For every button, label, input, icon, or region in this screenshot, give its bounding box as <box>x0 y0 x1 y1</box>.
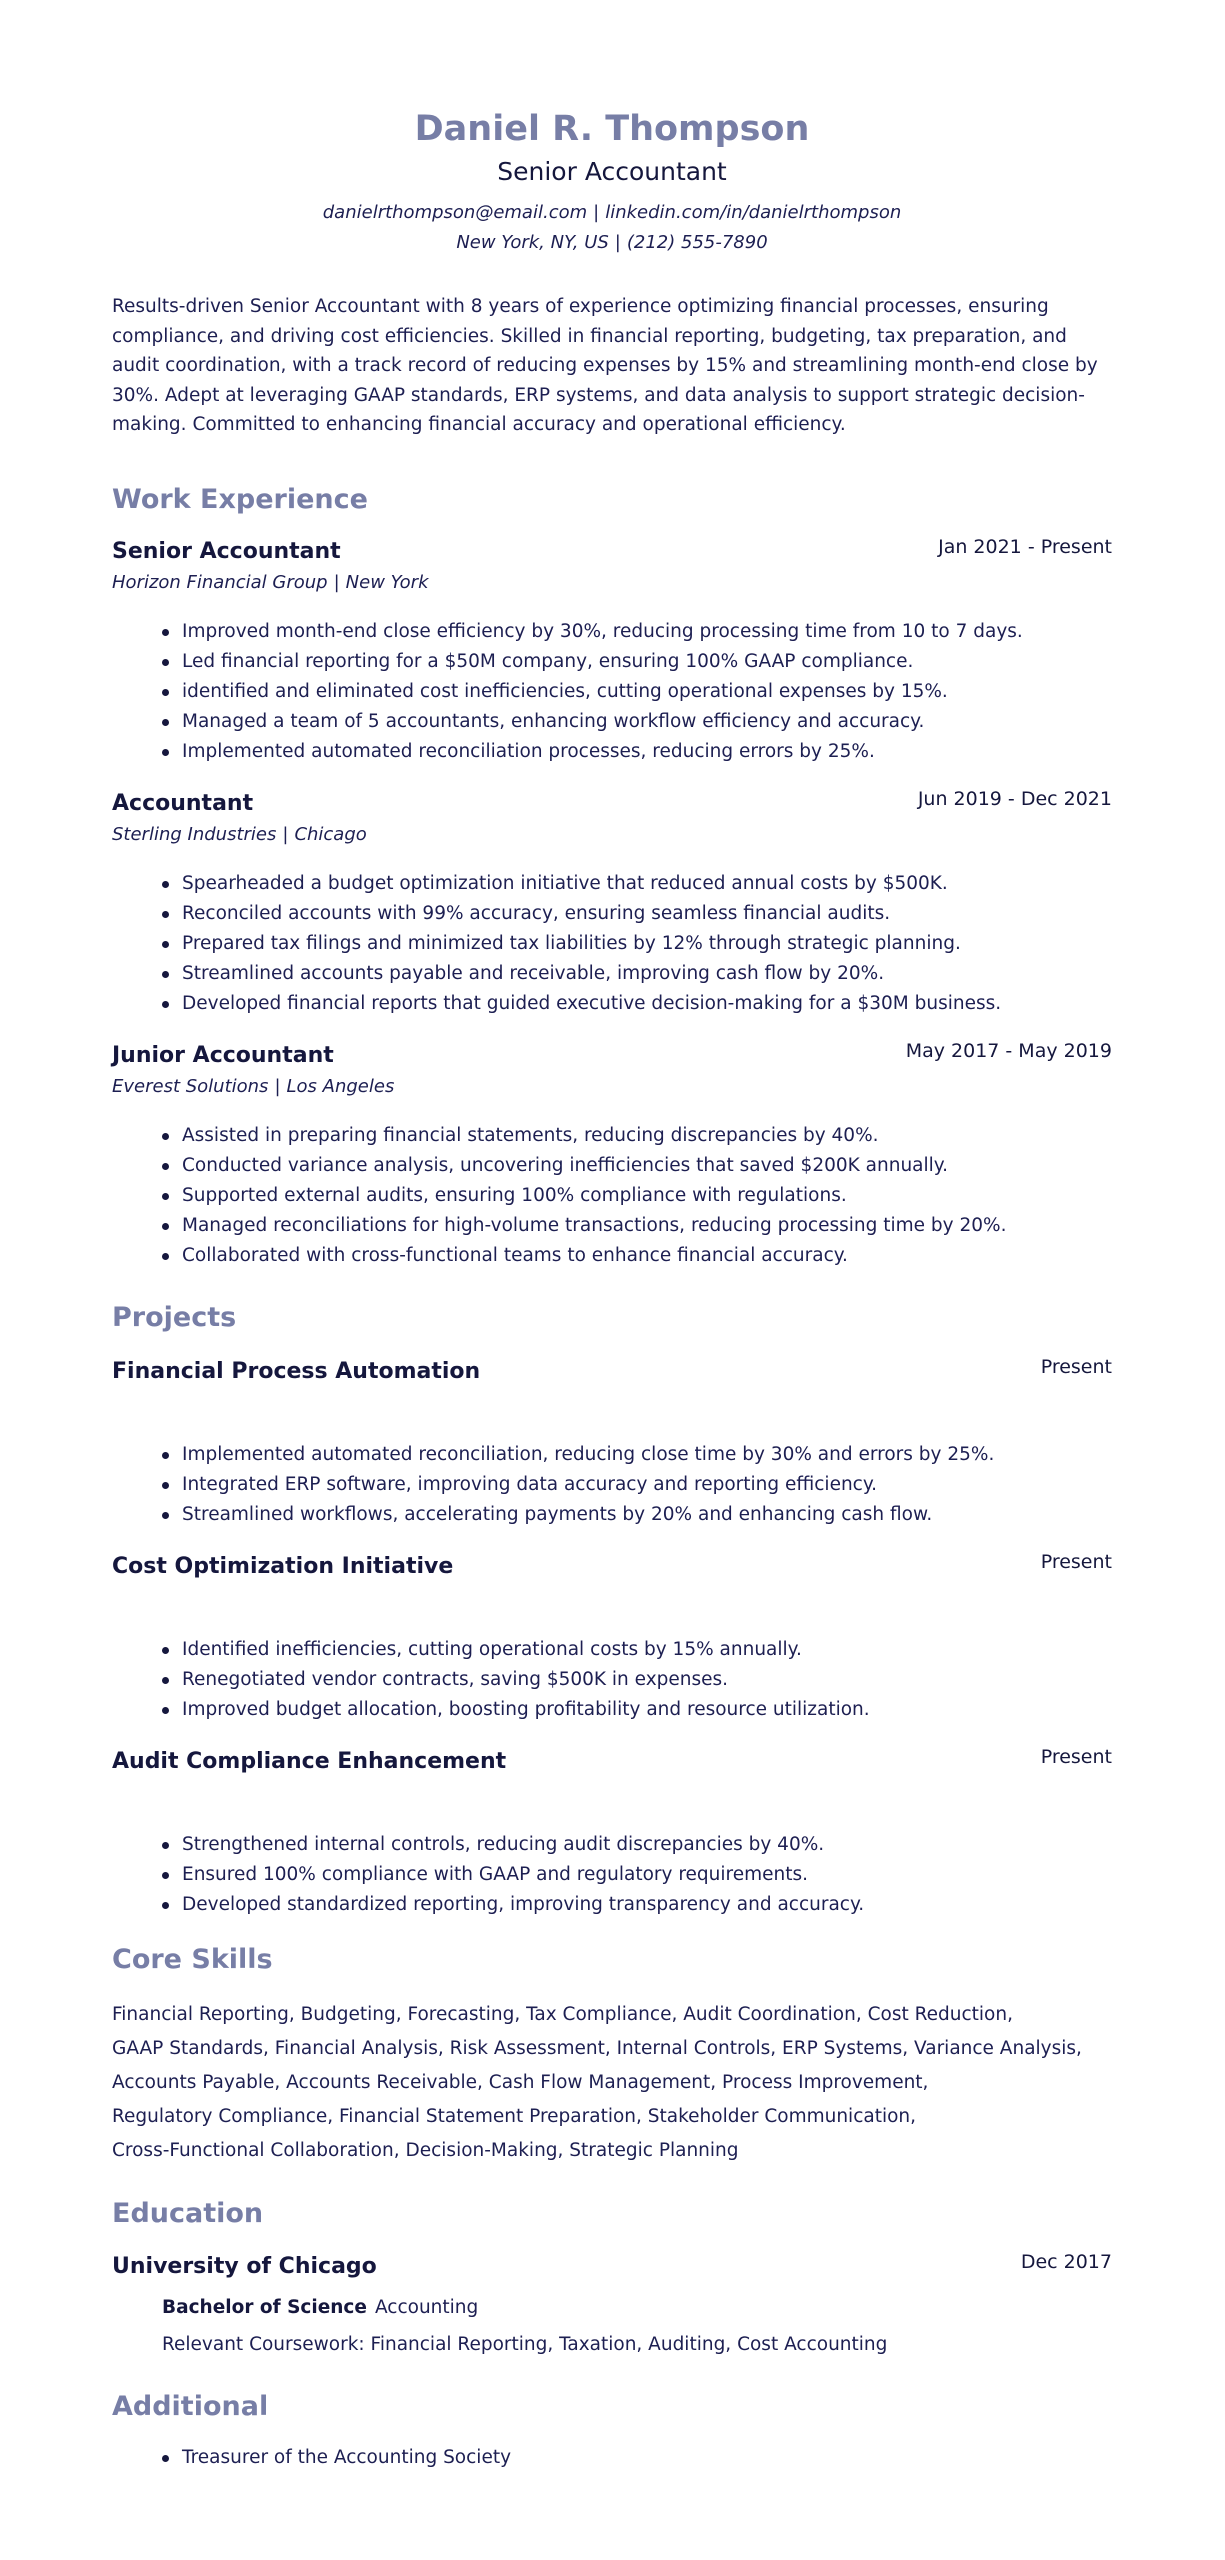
email-link[interactable]: danielrthompson@email.com <box>322 202 588 223</box>
list-item: Streamlined accounts payable and receivable, improving cash flow by 20%. <box>182 959 1112 989</box>
skills-line: GAAP Standards, Financial Analysis, Risk Assessment, Internal Controls, ERP Systems, Variance Analysis, <box>112 2038 1082 2059</box>
skills-line: Financial Reporting, Budgeting, Forecasting, Tax Compliance, Audit Coordination, Cost Reduction, <box>112 2004 1013 2025</box>
section-heading-education: Education <box>112 2198 264 2229</box>
job-date: May 2017 - May 2019 <box>905 1040 1112 1062</box>
project-bullets <box>112 1830 1112 1920</box>
list-item: Supported external audits, ensuring 100% compliance with regulations. <box>182 1181 1112 1211</box>
education-section <box>112 2196 1112 2232</box>
candidate-role: Senior Accountant <box>497 157 727 186</box>
job-location: Los Angeles <box>286 1076 395 1097</box>
job-title: Senior Accountant <box>112 539 341 564</box>
degree-line <box>162 2294 478 2322</box>
list-item: Strengthened internal controls, reducing audit discrepancies by 40%. <box>182 1830 1112 1860</box>
work-experience-section <box>112 482 1112 518</box>
company-separator: | <box>333 572 340 593</box>
list-item: Developed standardized reporting, improving transparency and accuracy. <box>182 1890 1112 1920</box>
skills-line: Accounts Payable, Accounts Receivable, Cash Flow Management, Process Improvement, <box>112 2072 929 2093</box>
graduation-date: Dec 2017 <box>1020 2251 1112 2273</box>
list-item: Developed financial reports that guided executive decision-making for a $30M business. <box>182 989 1112 1019</box>
company-separator: | <box>282 824 289 845</box>
location-text: New York, NY, US <box>456 232 609 253</box>
degree-name: Bachelor of Science <box>162 2297 367 2318</box>
phone-text: (212) 555-7890 <box>626 232 768 253</box>
project-title: Audit Compliance Enhancement <box>112 1749 507 1774</box>
list-item: Spearheaded a budget optimization initiative that reduced annual costs by $500K. <box>182 869 1112 899</box>
skills-line: Regulatory Compliance, Financial Statement Preparation, Stakeholder Communication, <box>112 2106 917 2127</box>
project-bullets <box>112 1635 1112 1725</box>
list-item: Identified inefficiencies, cutting operational costs by 15% annually. <box>182 1635 1112 1665</box>
list-item: Streamlined workflows, accelerating payments by 20% and enhancing cash flow. <box>182 1500 1112 1530</box>
coursework-line: Relevant Coursework: Financial Reporting, Taxation, Auditing, Cost Accounting <box>162 2334 888 2355</box>
project-bullets <box>112 1440 1112 1530</box>
list-item: Improved month-end close efficiency by 30%, reducing processing time from 10 to 7 days. <box>182 617 1112 647</box>
list-item: Collaborated with cross-functional teams to enhance financial accuracy. <box>182 1241 1112 1271</box>
job-bullets <box>112 1121 1112 1271</box>
contact-separator: | <box>614 232 621 253</box>
list-item: Renegotiated vendor contracts, saving $500K in expenses. <box>182 1665 1112 1695</box>
job-bullets <box>112 869 1112 1019</box>
degree-field: Accounting <box>374 2297 479 2318</box>
contact-separator: | <box>593 202 600 223</box>
section-heading-work: Work Experience <box>112 484 368 515</box>
company-separator: | <box>274 1076 281 1097</box>
job-company-line <box>112 570 429 596</box>
list-item: Improved budget allocation, boosting profitability and resource utilization. <box>182 1695 1112 1725</box>
job-date: Jan 2021 - Present <box>938 536 1112 558</box>
list-item: Conducted variance analysis, uncovering inefficiencies that saved $200K annually. <box>182 1151 1112 1181</box>
project-title: Financial Process Automation <box>112 1359 481 1384</box>
contact-line-online <box>112 200 1112 226</box>
job-company-line <box>112 1074 394 1100</box>
job-date: Jun 2019 - Dec 2021 <box>917 788 1112 810</box>
list-item: Integrated ERP software, improving data accuracy and reporting efficiency. <box>182 1470 1112 1500</box>
section-heading-projects: Projects <box>112 1302 237 1333</box>
list-item: Treasurer of the Accounting Society <box>182 2443 1112 2473</box>
professional-summary: Results-driven Senior Accountant with 8 years of experience optimizing financial processes, ensuring compliance, and driving cost efficiencies. Skilled in financial reporting, budgeting, tax preparation, and audit coordination, with a track record of reducing expenses by 15% and streamlining month-end close by 30%. Adept at leveraging GAAP standards, ERP systems, and data analysis to support strategic decision-making. Committed to enhancing financial accuracy and operational efficiency. <box>112 296 1098 435</box>
list-item: Prepared tax filings and minimized tax liabilities by 12% through strategic planning. <box>182 929 1112 959</box>
list-item: Implemented automated reconciliation processes, reducing errors by 25%. <box>182 737 1112 767</box>
additional-section <box>112 2389 1112 2425</box>
project-title: Cost Optimization Initiative <box>112 1554 454 1579</box>
contact-line-location <box>112 230 1112 256</box>
list-item: Implemented automated reconciliation, reducing close time by 30% and errors by 25%. <box>182 1440 1112 1470</box>
projects-section <box>112 1300 1112 1336</box>
linkedin-link[interactable]: linkedin.com/in/danielrthompson <box>605 202 902 223</box>
project-date: Present <box>1040 1356 1112 1378</box>
additional-bullets <box>112 2443 1112 2473</box>
list-item: identified and eliminated cost inefficiencies, cutting operational expenses by 15%. <box>182 677 1112 707</box>
list-item: Managed a team of 5 accountants, enhancing workflow efficiency and accuracy. <box>182 707 1112 737</box>
list-item: Managed reconciliations for high-volume transactions, reducing processing time by 20%. <box>182 1211 1112 1241</box>
skills-line: Cross-Functional Collaboration, Decision-Making, Strategic Planning <box>112 2140 739 2161</box>
list-item: Assisted in preparing financial statements, reducing discrepancies by 40%. <box>182 1121 1112 1151</box>
project-date: Present <box>1040 1746 1112 1768</box>
job-location: New York <box>345 572 429 593</box>
candidate-name: Daniel R. Thompson <box>414 109 810 149</box>
job-title: Accountant <box>112 791 254 816</box>
core-skills-section <box>112 1942 1112 1978</box>
skills-list <box>112 1998 1112 2168</box>
list-item: Led financial reporting for a $50M company, ensuring 100% GAAP compliance. <box>182 647 1112 677</box>
job-location: Chicago <box>294 824 367 845</box>
job-company-line <box>112 822 367 848</box>
job-bullets <box>112 617 1112 767</box>
section-heading-additional: Additional <box>112 2391 269 2422</box>
list-item: Ensured 100% compliance with GAAP and regulatory requirements. <box>182 1860 1112 1890</box>
job-company: Sterling Industries <box>112 824 277 845</box>
job-company: Horizon Financial Group <box>112 572 328 593</box>
project-date: Present <box>1040 1551 1112 1573</box>
job-title: Junior Accountant <box>112 1043 334 1068</box>
section-heading-skills: Core Skills <box>112 1944 273 1975</box>
job-company: Everest Solutions <box>112 1076 269 1097</box>
list-item: Reconciled accounts with 99% accuracy, ensuring seamless financial audits. <box>182 899 1112 929</box>
school-name: University of Chicago <box>112 2254 377 2279</box>
